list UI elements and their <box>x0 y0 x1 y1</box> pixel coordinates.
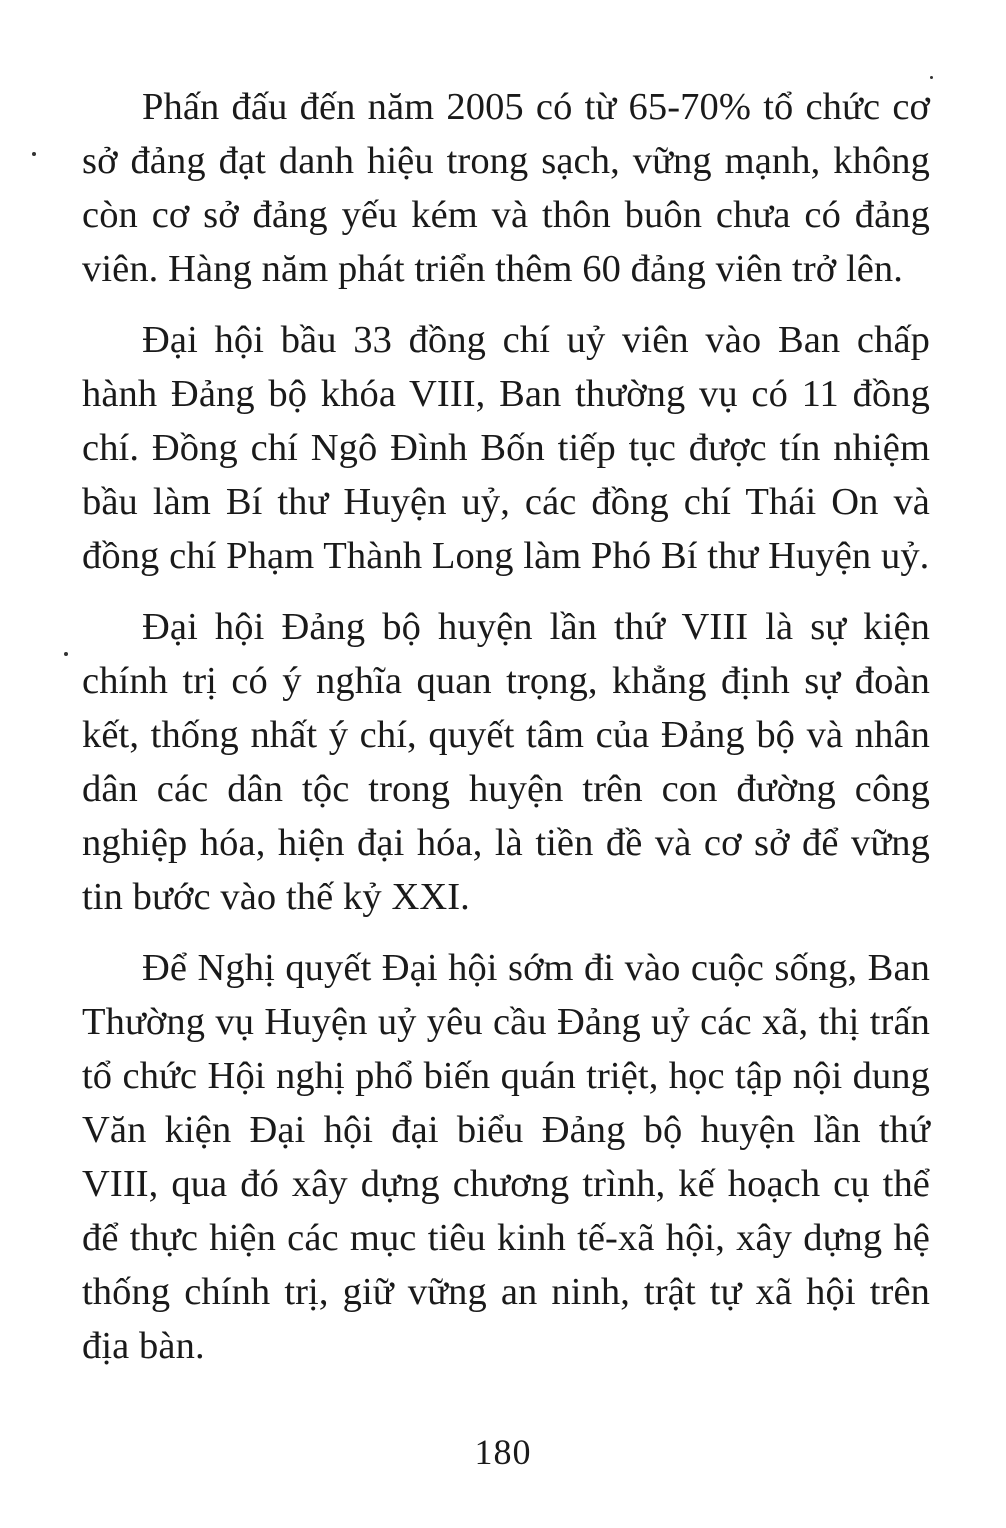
paragraph-4: Để Nghị quyết Đại hội sớm đi vào cuộc sống, Ban Thường vụ Huyện uỷ yêu cầu Đảng uỷ các xã, thị trấn tổ chức Hội nghị phổ biến quán triệt, học tập nội dung Văn kiện Đại hội đại biểu Đảng bộ huyện lần thứ VIII, qua đó xây dựng chương trình, kế hoạch cụ thể để thực hiện các mục tiêu kinh tế-xã hội, xây dựng hệ thống chính trị, giữ vững an ninh, trật tự xã hội trên địa bàn. <box>82 947 930 1367</box>
paragraph-2: Đại hội bầu 33 đồng chí uỷ viên vào Ban chấp hành Đảng bộ khóa VIII, Ban thường vụ có 11 đồng chí. Đồng chí Ngô Đình Bốn tiếp tục được tín nhiệm bầu làm Bí thư Huyện uỷ, các đồng chí Thái On và đồng chí Phạm Thành Long làm Phó Bí thư Huyện uỷ. <box>82 319 930 577</box>
scan-speck <box>32 152 36 156</box>
page-body <box>82 80 930 1390</box>
scan-speck <box>930 76 933 79</box>
paragraph-1: Phấn đấu đến năm 2005 có từ 65-70% tổ chức cơ sở đảng đạt danh hiệu trong sạch, vững mạnh, không còn cơ sở đảng yếu kém và thôn buôn chưa có đảng viên. Hàng năm phát triển thêm 60 đảng viên trở lên. <box>82 86 930 290</box>
page-number: 180 <box>474 1432 532 1472</box>
scan-speck <box>64 652 68 656</box>
paragraph-3: Đại hội Đảng bộ huyện lần thứ VIII là sự kiện chính trị có ý nghĩa quan trọng, khẳng định sự đoàn kết, thống nhất ý chí, quyết tâm của Đảng bộ và nhân dân các dân tộc trong huyện trên con đường công nghiệp hóa, hiện đại hóa, là tiền đề và cơ sở để vững tin bước vào thế kỷ XXI. <box>82 606 930 918</box>
